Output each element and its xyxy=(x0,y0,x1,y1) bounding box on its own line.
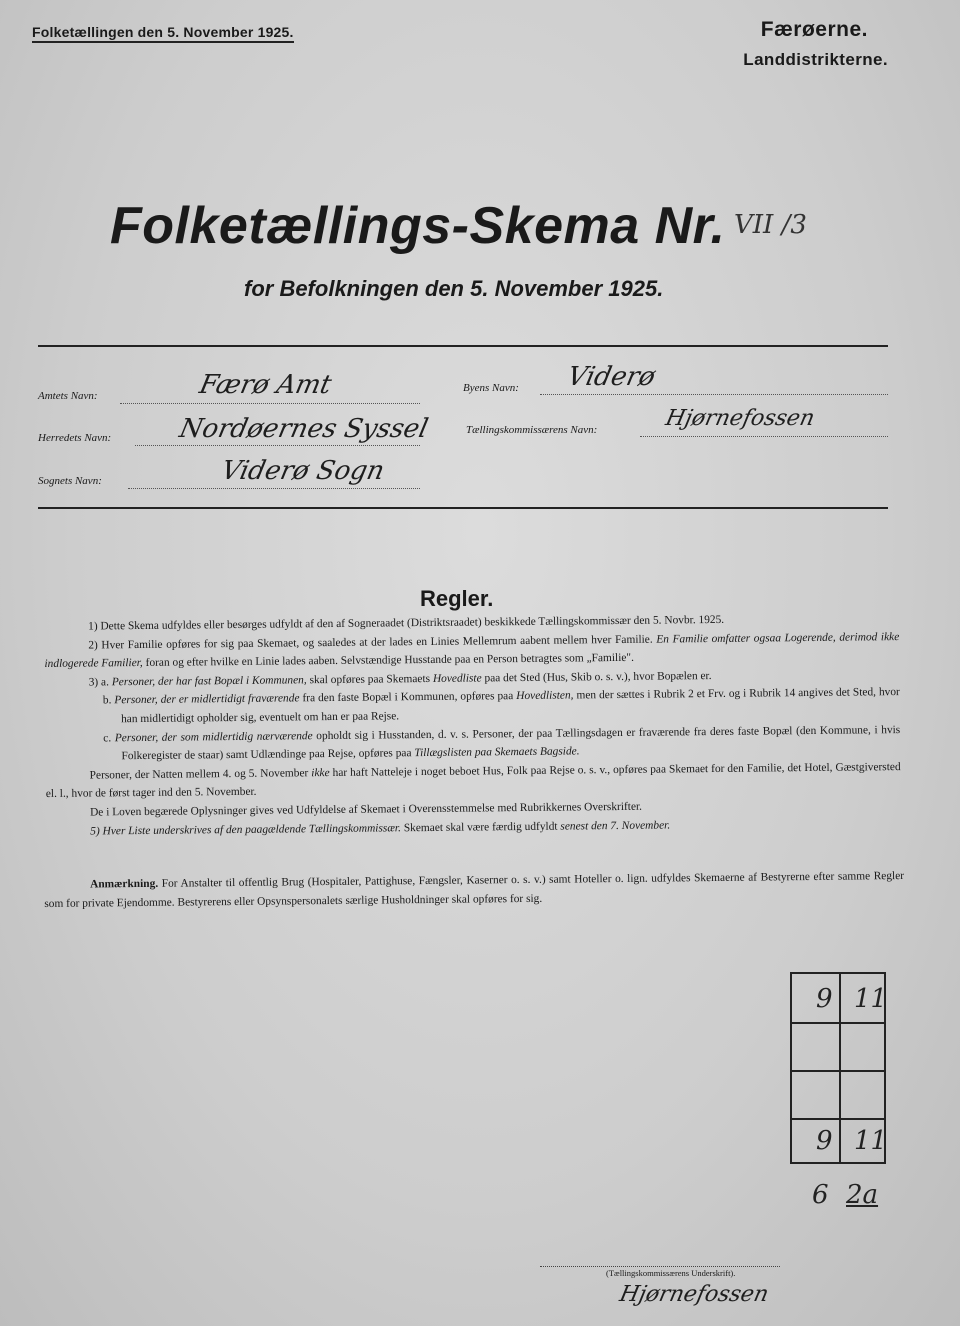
by-label: Byens Navn: xyxy=(463,382,519,394)
anmaerkning-label: Anmærkning. xyxy=(90,877,159,891)
rule-3b: b. Personer, der er midlertidigt fraværende fra den faste Bopæl i Kommunen, opføres paa Hovedlisten, men der sættes i Rubrik 2 et Frv. og i Rubrik 14 angives det Sted, hvor han midlertidigt opholder sig, eventuelt om han er paa Rejse. xyxy=(102,686,900,726)
tally-r4c1: 9 xyxy=(816,1126,833,1156)
anmaerkning-text: For Anstalter til offentlig Brug (Hospitaler, Pattighuse, Fængsler, Kaserner o. s. v.) samt Hoteller o. lign. udfyldes Skemaerne af Bestyrerne efter samme Regler som for private Ejendomme. Bestyrerens eller Opsynspersonalets særlige Husholdninger skal opføres for sig. xyxy=(44,869,905,910)
tally-box xyxy=(790,972,886,1164)
district-header: Landdistrikterne. xyxy=(743,50,888,69)
signature-line xyxy=(540,1266,780,1267)
top-rule xyxy=(38,345,888,347)
tally-row-line xyxy=(792,1022,884,1024)
tally-r1c1: 9 xyxy=(816,984,833,1014)
signature-label: (Tællingskommissærens Underskrift). xyxy=(606,1268,736,1278)
rule-4: Personer, der Natten mellem 4. og 5. November ikke har haft Natteleje i noget beboet Hus, Folk paa Rejse o. s. v., opføres paa Skemaet for den Familie, det Hotel, Gæstgiversted el. l., hvor de først tager ind den 5. November. xyxy=(45,760,901,801)
census-date-header: Folketællingen den 5. November 1925. xyxy=(32,24,294,43)
form-title: Folketællings-Skema Nr. xyxy=(110,197,726,255)
rules-text xyxy=(44,609,901,841)
amt-value: Færø Amt xyxy=(196,370,335,400)
rule-3a: 3) a. Personer, der har fast Bopæl i Kommunen, skal opføres paa Skemaets Hovedliste paa det Sted (Hus, Skib o. s. v.), hvor Bopælen er. xyxy=(88,669,712,689)
tally-below-left: 6 xyxy=(812,1180,829,1210)
form-number-handwritten: VII /3 xyxy=(734,210,807,240)
rules-heading: Regler. xyxy=(420,586,494,611)
sogn-label: Sognets Navn: xyxy=(38,475,102,487)
rule-5: 5) Hver Liste underskrives af den paagældende Tællingskommissær. Skemaet skal være færdig udfyldt senest den 7. November. xyxy=(90,818,671,838)
kommissaer-line xyxy=(640,436,888,437)
kommissaer-value: Hjørnefossen xyxy=(663,406,817,431)
herred-label: Herredets Navn: xyxy=(38,432,112,444)
by-line xyxy=(540,394,888,395)
rule-1: 1) Dette Skema udfyldes eller besørges udfyldt af den af Sogneraadet (Distriktsraadet) beskikkede Tællingskommissær den 5. Novbr. 1925. xyxy=(88,613,725,633)
by-value: Viderø xyxy=(564,362,658,392)
herred-value: Nordøernes Syssel xyxy=(176,414,431,444)
rule-4b: De i Loven begærede Oplysninger gives ved Udfyldelse af Skemaet i Overensstemmelse med Rubrikkernes Overskrifter. xyxy=(89,800,643,819)
rule-3c: c. Personer, der som midlertidig nærværende opholdt sig i Husstanden, d. v. s. Personer, der paa Tællingsdagen er fraværende fra deres faste Bopæl (den Kommune, i hvis Folkeregister de staar) samt Udlændinge paa Rejse, opføres paa Tillægslisten paa Skemaets Bagside. xyxy=(103,723,901,763)
sogn-value: Viderø Sogn xyxy=(218,456,388,486)
amt-label: Amtets Navn: xyxy=(38,390,98,402)
region-header: Færøerne. xyxy=(760,18,868,41)
tally-below-right: 2a xyxy=(846,1180,879,1210)
amt-line xyxy=(120,403,420,404)
tally-divider xyxy=(839,974,841,1162)
bottom-rule xyxy=(38,507,888,509)
herred-line xyxy=(135,445,420,446)
tally-row-line xyxy=(792,1118,884,1120)
signature-value: Hjørnefossen xyxy=(617,1282,771,1307)
anmaerkning xyxy=(44,867,904,914)
tally-r4c2: 11 xyxy=(854,1126,888,1156)
rule-2: 2) Hver Familie opføres for sig paa Skemaet, og saaledes at der lades en Linies Mellemrum aabent mellem hver Familie. En Familie omfatter ogsaa Logerende, derimod ikke indlogerede Familier, foran og efter hvilke en Linie lades aaben. Selvstændige Husstande paa en Person betragtes som „Familie". xyxy=(44,630,900,671)
form-subtitle: for Befolkningen den 5. November 1925. xyxy=(244,276,664,301)
tally-r1c2: 11 xyxy=(854,984,888,1014)
tally-row-line xyxy=(792,1070,884,1072)
sogn-line xyxy=(128,488,420,489)
kommissaer-label: Tællingskommissærens Navn: xyxy=(466,424,598,436)
